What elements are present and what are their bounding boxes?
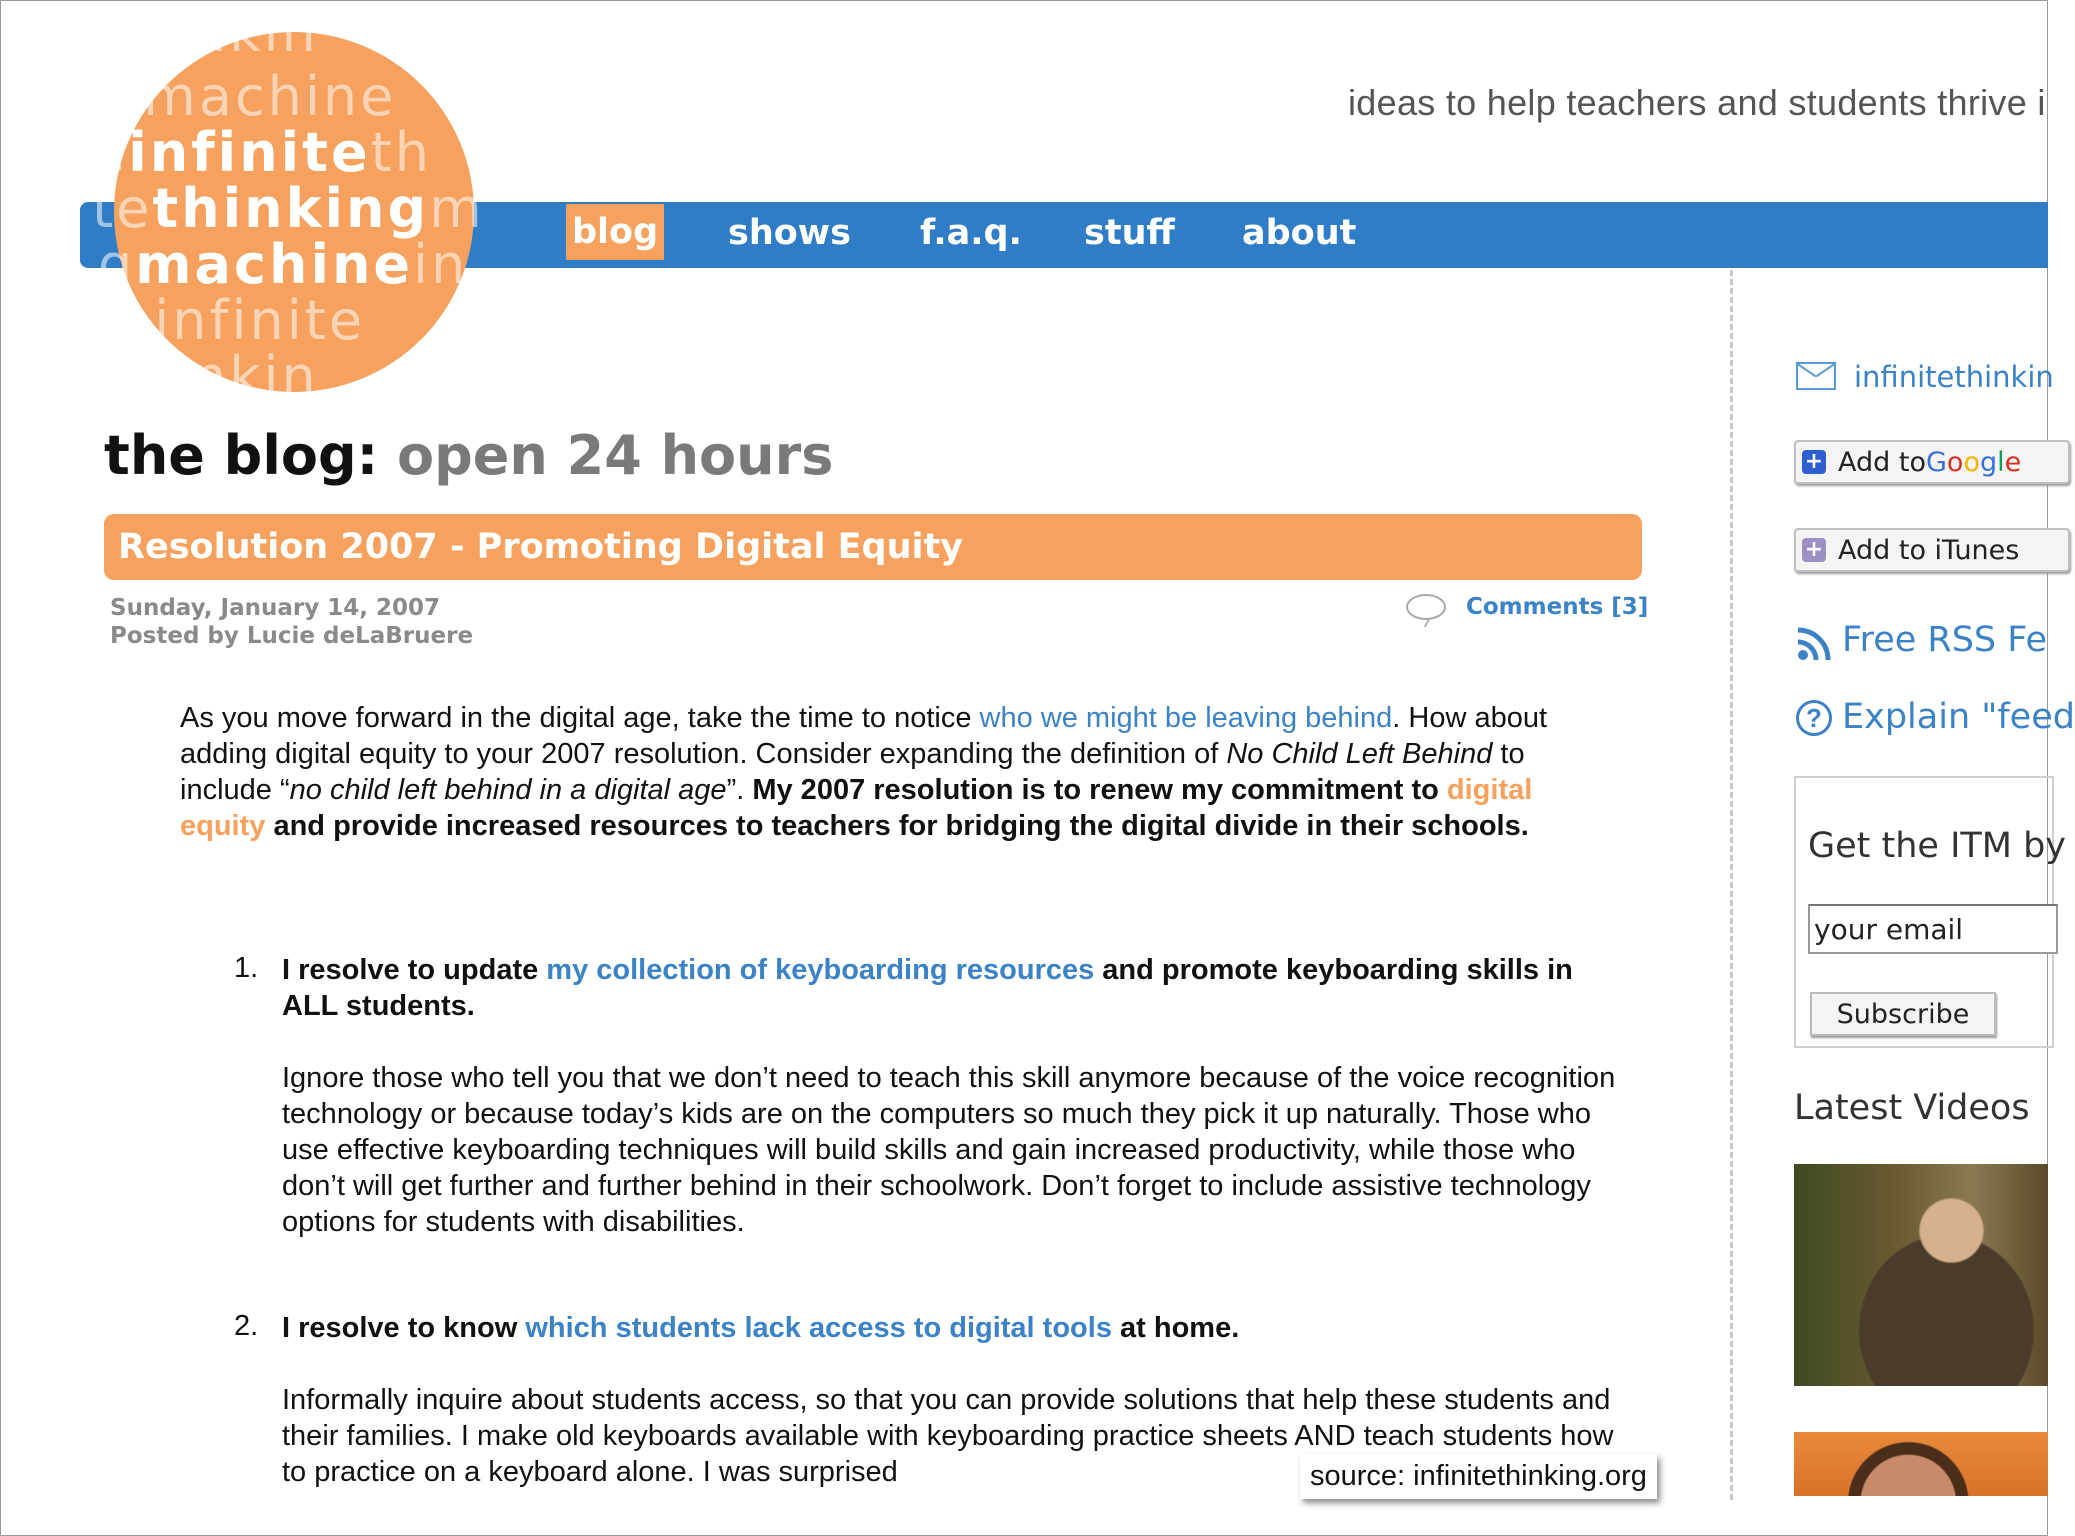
question-icon: ? — [1796, 700, 1832, 736]
post-date: Sunday, January 14, 2007 — [110, 595, 440, 621]
list-number: 2. — [234, 1310, 259, 1342]
comments-link[interactable]: Comments [3] — [1466, 594, 1649, 620]
plus-icon: + — [1802, 450, 1826, 474]
plus-icon: + — [1802, 538, 1826, 562]
link-students-lack-access[interactable]: which students lack access to digital tools — [525, 1312, 1112, 1344]
site-logo[interactable]: inkin gmachine einfiniteth tethinkingm gmachinein einfinite inkin — [92, 1, 485, 408]
comment-bubble-icon — [1406, 594, 1446, 620]
post-author: Posted by Lucie deLaBruere — [110, 623, 474, 649]
list-item-heading: I resolve to know which students lack access to digital tools at home. — [282, 1312, 1240, 1344]
subscribe-title: Get the ITM by — [1808, 826, 2067, 866]
link-leaving-behind[interactable]: who we might be leaving behind — [979, 702, 1393, 734]
list-item-body: Informally inquire about students access, so that you can provide solutions that help these students and their families. I make old keyboards available with keyboarding practice sheets AND teach students how to practice on a keyboard alone. I was surprised — [282, 1384, 1614, 1488]
post-meta — [110, 594, 473, 650]
mail-icon — [1796, 362, 1836, 390]
subscribe-button[interactable]: Subscribe — [1810, 992, 1996, 1036]
nav-stuff[interactable]: stuff — [1084, 213, 1175, 253]
comments-block — [1406, 594, 1648, 620]
post-title-bar — [104, 514, 1642, 580]
sidebar-divider — [1730, 270, 1733, 1500]
list-number: 1. — [234, 952, 259, 984]
nav-faq[interactable]: f.a.q. — [920, 213, 1022, 253]
site-tagline: ideas to help teachers and students thrive i — [1348, 82, 2046, 123]
email-link[interactable]: infinitethinkin — [1854, 360, 2054, 394]
list-item-heading: I resolve to update my collection of keyboarding resources and promote keyboarding skills in ALL students. — [282, 954, 1573, 1022]
list-item-body: Ignore those who tell you that we don’t need to teach this skill anymore because of the voice recognition technology or because today’s kids are on the computers so much they pick it up naturally. Those who use effective keyboarding techniques will build skills and gain increased productivity, while those who don’t will get further and further behind in their schoolwork. Don’t forget to include assistive technology options for students with disabilities. — [282, 1062, 1616, 1238]
video-thumbnail[interactable] — [1794, 1164, 2048, 1386]
explain-feed-link[interactable]: Explain "feed — [1842, 697, 2075, 737]
post-intro: As you move forward in the digital age, take the time to notice who we might be leaving behind. How about adding digital equity to your 2007 resolution. Consider expanding the definition of No Child Left Behind to include “no child left behind in a digital age”. My 2007 resolution is to renew my commitment to digital equity and provide increased resources to teachers for bridging the digital divide in their schools. — [180, 702, 1548, 842]
latest-videos-heading: Latest Videos — [1794, 1088, 2030, 1128]
link-keyboarding-resources[interactable]: my collection of keyboarding resources — [546, 954, 1095, 986]
nav-shows[interactable]: shows — [728, 213, 851, 253]
email-input[interactable] — [1808, 904, 2058, 954]
blog-heading: the blog: open 24 hours — [104, 424, 834, 487]
add-to-google-button[interactable]: + Add to G o o g l e — [1794, 440, 2070, 484]
link-digital-equity[interactable]: digital equity — [180, 774, 1533, 842]
rss-icon — [1796, 624, 1834, 662]
nav-about[interactable]: about — [1242, 213, 1357, 253]
source-caption: source: infinitethinking.org — [1300, 1454, 1657, 1499]
nav-blog[interactable]: blog — [566, 204, 664, 260]
rss-feed-link[interactable]: Free RSS Fe — [1842, 620, 2048, 660]
video-thumbnail[interactable] — [1794, 1432, 2048, 1496]
add-to-itunes-button[interactable]: + Add to iTunes — [1794, 528, 2070, 572]
post-title[interactable]: Resolution 2007 - Promoting Digital Equity — [118, 527, 964, 567]
